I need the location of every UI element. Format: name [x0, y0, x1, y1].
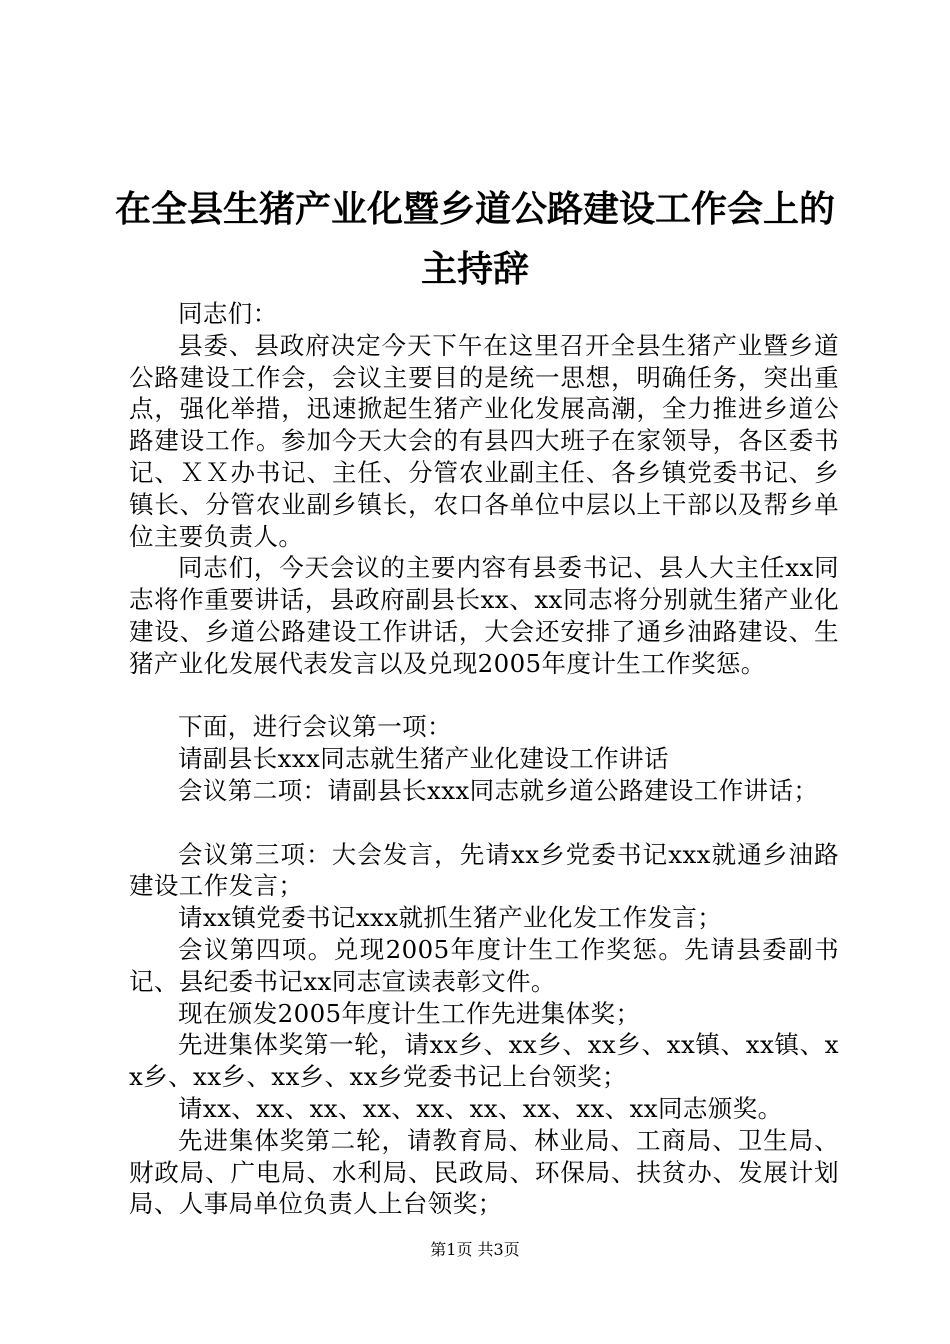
paragraph-item-4: 会议第四项。兑现2005年度计生工作奖惩。先请县委副书记、县纪委书记xx同志宣读表彰文件。 [129, 934, 839, 996]
page-number-footer: 第1页 共3页 [430, 1240, 520, 1259]
document-title-line-1: 在全县生猪产业化暨乡道公路建设工作会上的 [114, 189, 835, 230]
paragraph-spacer [129, 807, 839, 839]
paragraph-award-presenters: 请xx、xx、xx、xx、xx、xx、xx、xx、xx同志颁奖。 [178, 1093, 783, 1123]
paragraph-item-2: 会议第二项：请副县长xxx同志就乡道公路建设工作讲话； [178, 775, 819, 805]
document-title-line-2: 主持辞 [420, 249, 529, 290]
paragraph-item-1-intro: 下面，进行会议第一项： [178, 712, 452, 742]
paragraph-item-1: 请副县长xxx同志就生猪产业化建设工作讲话 [178, 744, 669, 774]
paragraph-award-round-2: 先进集体奖第二轮，请教育局、林业局、工商局、卫生局、财政局、广电局、水利局、民政局、环保局、扶贫办、发展计划局、人事局单位负责人上台领奖； [129, 1125, 839, 1219]
paragraph-award-round-1: 先进集体奖第一轮，请xx乡、xx乡、xx乡、xx镇、xx镇、xx乡、xx乡、xx乡、xx乡党委书记上台领奖； [129, 1030, 839, 1092]
paragraph-opening: 县委、县政府决定今天下午在这里召开全县生猪产业暨乡道公路建设工作会，会议主要目的是统一思想，明确任务，突出重点，强化举措，迅速掀起生猪产业化发展高潮，全力推进乡道公路建设工作。参加今天大会的有县四大班子在家领导，各区委书记、ＸＸ办书记、主任、分管农业副主任、各乡镇党委书记、乡镇长、分管农业副乡镇长，农口各单位中层以上干部以及帮乡单位主要负责人。 [129, 330, 839, 551]
document-body [129, 298, 839, 1220]
paragraph-item-3-second-speaker: 请xx镇党委书记xxx就抓生猪产业化发工作发言； [178, 903, 723, 933]
paragraph-item-3: 会议第三项：大会发言，先请xx乡党委书记xxx就通乡油路建设工作发言； [129, 839, 839, 901]
paragraph-agenda-overview: 同志们，今天会议的主要内容有县委书记、县人大主任xx同志将作重要讲话，县政府副县长xx、xx同志将分别就生猪产业化建设、乡道公路建设工作讲话，大会还安排了通乡油路建设、生猪产业化发展代表发言以及兑现2005年度计生工作奖惩。 [129, 553, 839, 678]
paragraph-award-intro: 现在颁发2005年度计生工作先进集体奖； [178, 998, 641, 1028]
paragraph-salutation: 同志们： [178, 299, 278, 328]
paragraph-spacer [129, 680, 839, 712]
